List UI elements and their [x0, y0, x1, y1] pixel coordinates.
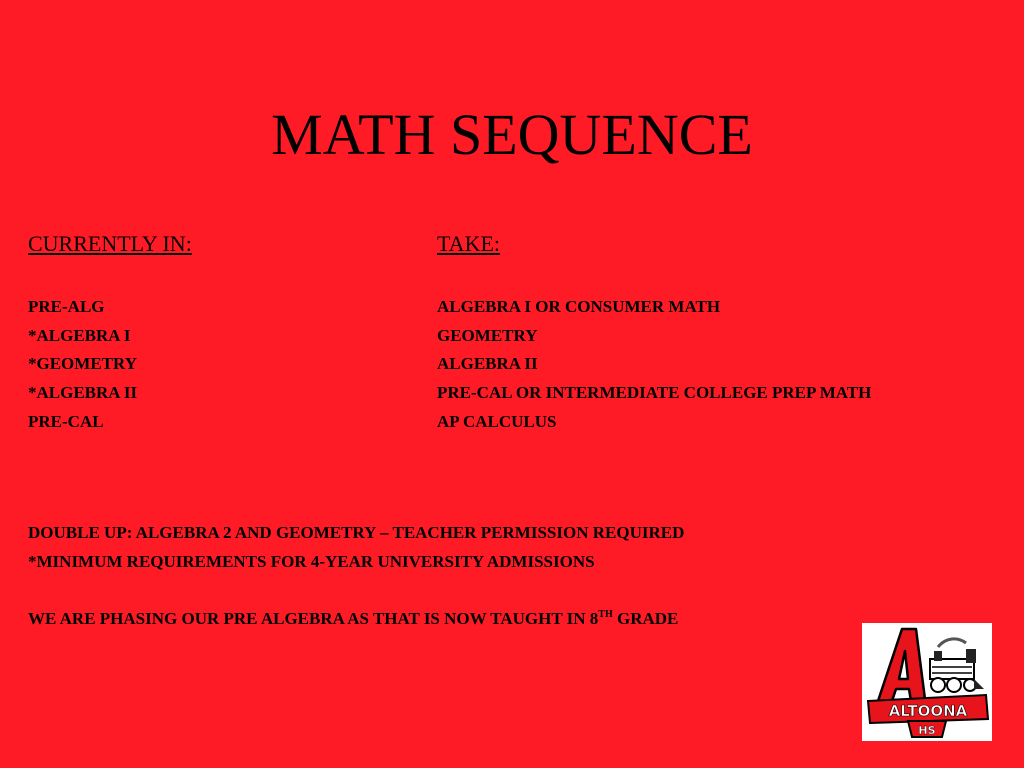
slide-title: MATH SEQUENCE [271, 102, 753, 167]
locomotive-icon [930, 639, 984, 692]
phasing-note-superscript: TH [598, 609, 613, 620]
minimum-requirements-note: *MINIMUM REQUIREMENTS FOR 4-YEAR UNIVERSITY ADMISSIONS [28, 552, 595, 571]
currently-in-item: *ALGEBRA II [28, 383, 138, 403]
phasing-note [28, 605, 678, 633]
phasing-note-grade: GRADE [612, 609, 679, 628]
altoona-hs-logo [862, 623, 992, 741]
double-up-note: DOUBLE UP: ALGEBRA 2 AND GEOMETRY – TEACHER PERMISSION REQUIRED [28, 523, 685, 542]
currently-in-header: CURRENTLY IN: [28, 231, 192, 256]
logo-abbrev-text: HS [918, 724, 936, 737]
take-item: PRE-CAL OR INTERMEDIATE COLLEGE PREP MATH [437, 383, 872, 403]
currently-in-list [28, 293, 137, 437]
take-item: ALGEBRA I OR CONSUMER MATH [437, 297, 721, 316]
currently-in-item: *ALGEBRA I [28, 325, 131, 345]
take-header: TAKE: [437, 231, 501, 256]
take-item: AP CALCULUS [437, 411, 557, 431]
phasing-note-text: WE ARE PHASING OUR PRE ALGEBRA AS THAT IS NOW TAUGHT IN 8 [28, 609, 599, 628]
take-item: ALGEBRA II [437, 354, 538, 374]
currently-in-item: *GEOMETRY [28, 354, 137, 374]
logo-graphic [862, 623, 992, 741]
logo-name-text: ALTOONA [888, 702, 968, 720]
currently-in-item: PRE-ALG [28, 297, 105, 316]
take-list [437, 293, 871, 437]
currently-in-item: PRE-CAL [28, 411, 104, 431]
take-item: GEOMETRY [437, 325, 538, 345]
